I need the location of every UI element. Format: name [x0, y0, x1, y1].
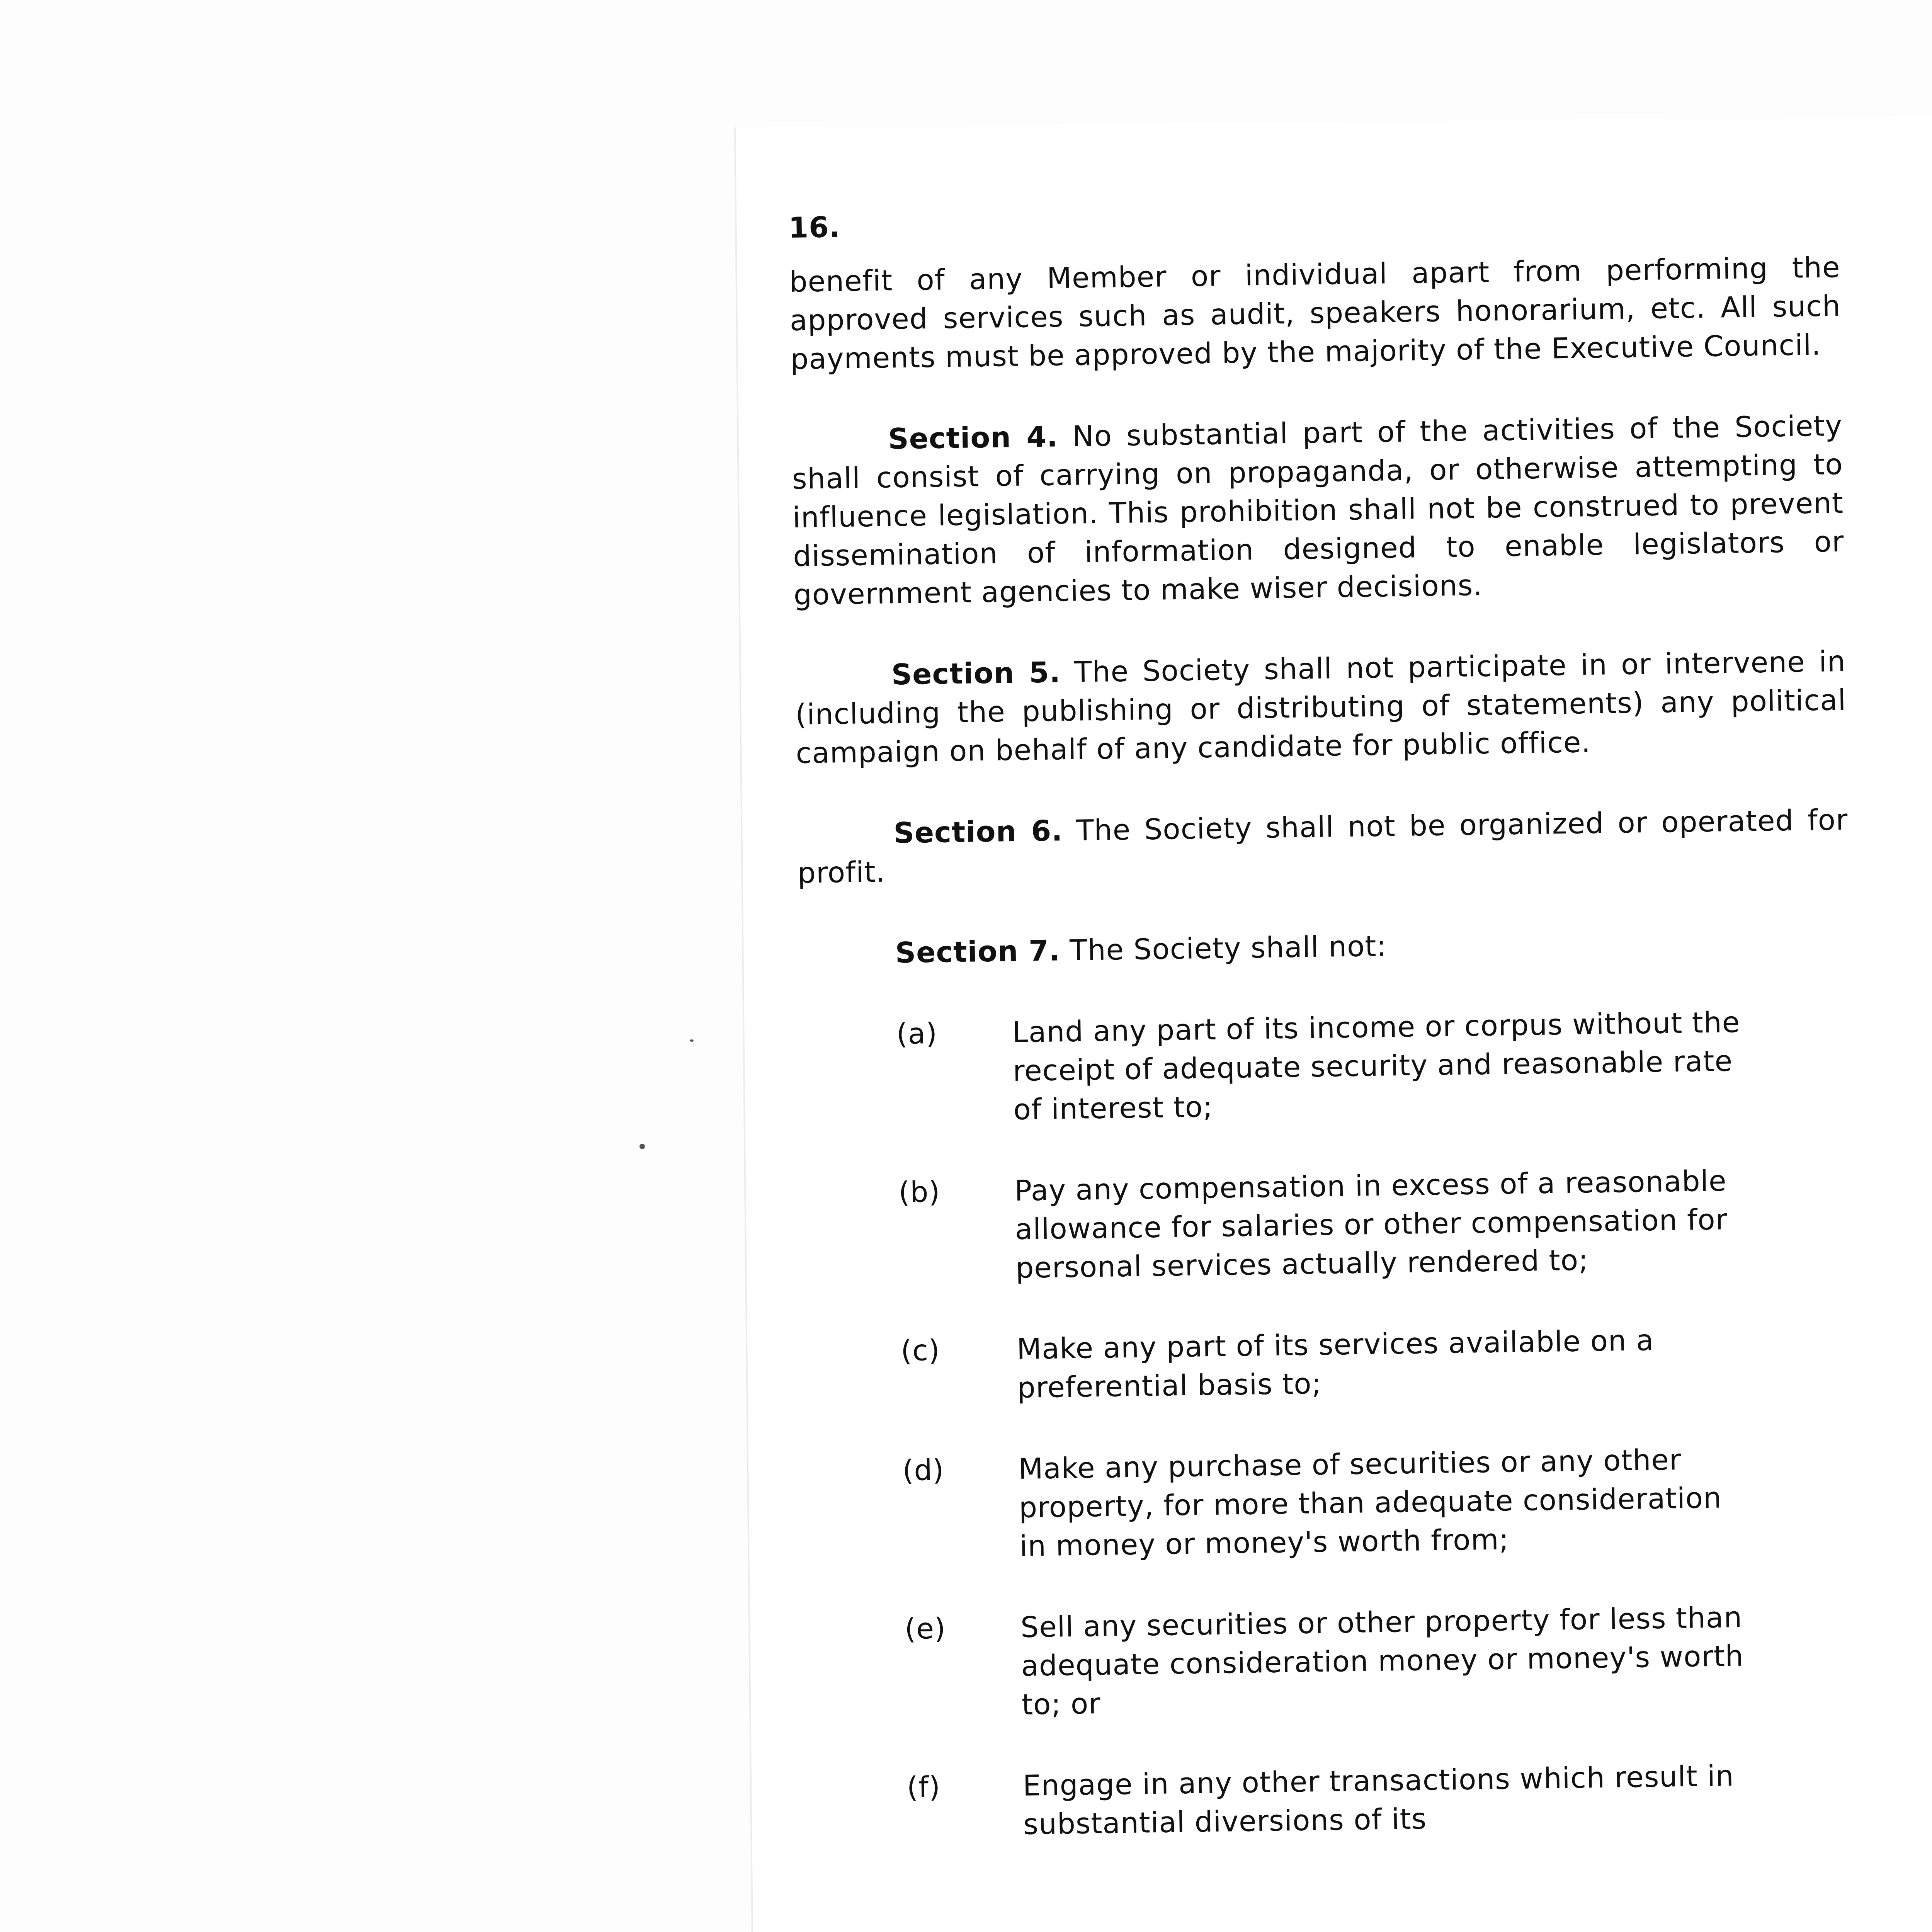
scan-speck — [690, 1039, 694, 1042]
list-item-text: Make any purchase of securities or any other property, for more than adequate consideration in money or money's worth from; — [1018, 1443, 1722, 1563]
list-item-label: (f) — [906, 1770, 941, 1804]
section-7-text: The Society shall not: — [1069, 929, 1387, 968]
section-5-text: The Society shall not participate in or intervene in (including the publishing or distributing of statements) any political campaign on behalf of any candidate for public office. — [795, 645, 1847, 770]
list-item — [902, 1438, 1858, 1567]
list-item-text: Pay any compensation in excess of a reasonable allowance for salaries or other compensation for personal services actually rendered to; — [1014, 1164, 1728, 1285]
section-6-label: Section 6. — [893, 814, 1063, 850]
list-item-text: Sell any securities or other property for less than adequate consideration money or money's worth to; or — [1020, 1600, 1744, 1721]
list-item — [898, 1160, 1854, 1289]
section-7-paragraph — [798, 920, 1850, 974]
list-item-label: (b) — [898, 1175, 940, 1209]
intro-paragraph: benefit of any Member or individual apart from performing the approved services such as audit, speakers honorarium, etc. All such payments must be approved by the majority of the Executive Council. — [789, 251, 1841, 376]
list-item-label: (a) — [896, 1017, 938, 1051]
list-item-label: (e) — [904, 1612, 946, 1646]
section-5-paragraph — [794, 642, 1847, 773]
section-4-text: No substantial part of the activities of the Society shall consist of carrying on propaganda, or otherwise attempting to influence legislation. This prohibition shall not be construed to prevent dissemination of information designed to enable legislators or government agencies to make wiser decisions. — [792, 409, 1844, 612]
section-6-text: The Society shall not be organized or operated for profit. — [797, 803, 1848, 890]
section-6-paragraph — [797, 801, 1849, 893]
list-item-label: (c) — [900, 1333, 940, 1368]
scan-speck — [639, 1144, 645, 1149]
list-item-text: Land any part of its income or corpus without the receipt of adequate security and reasonable rate of interest to; — [1012, 1005, 1740, 1127]
section-7-label: Section 7. — [895, 934, 1061, 970]
page-content — [788, 194, 1862, 1889]
list-item — [901, 1318, 1856, 1409]
section-4-paragraph — [791, 406, 1845, 614]
list-item-text: Make any part of its services available on a preferential basis to; — [1016, 1324, 1655, 1405]
list-item — [905, 1597, 1861, 1726]
section-5-label: Section 5. — [891, 656, 1061, 692]
list-item — [906, 1755, 1862, 1845]
list-item-label: (d) — [902, 1453, 944, 1488]
section-4-label: Section 4. — [888, 420, 1058, 456]
page-number: 16. — [788, 211, 841, 245]
list-item — [896, 1002, 1852, 1131]
list-item-text: Engage in any other transactions which result in substantial diversions of its — [1022, 1759, 1735, 1841]
